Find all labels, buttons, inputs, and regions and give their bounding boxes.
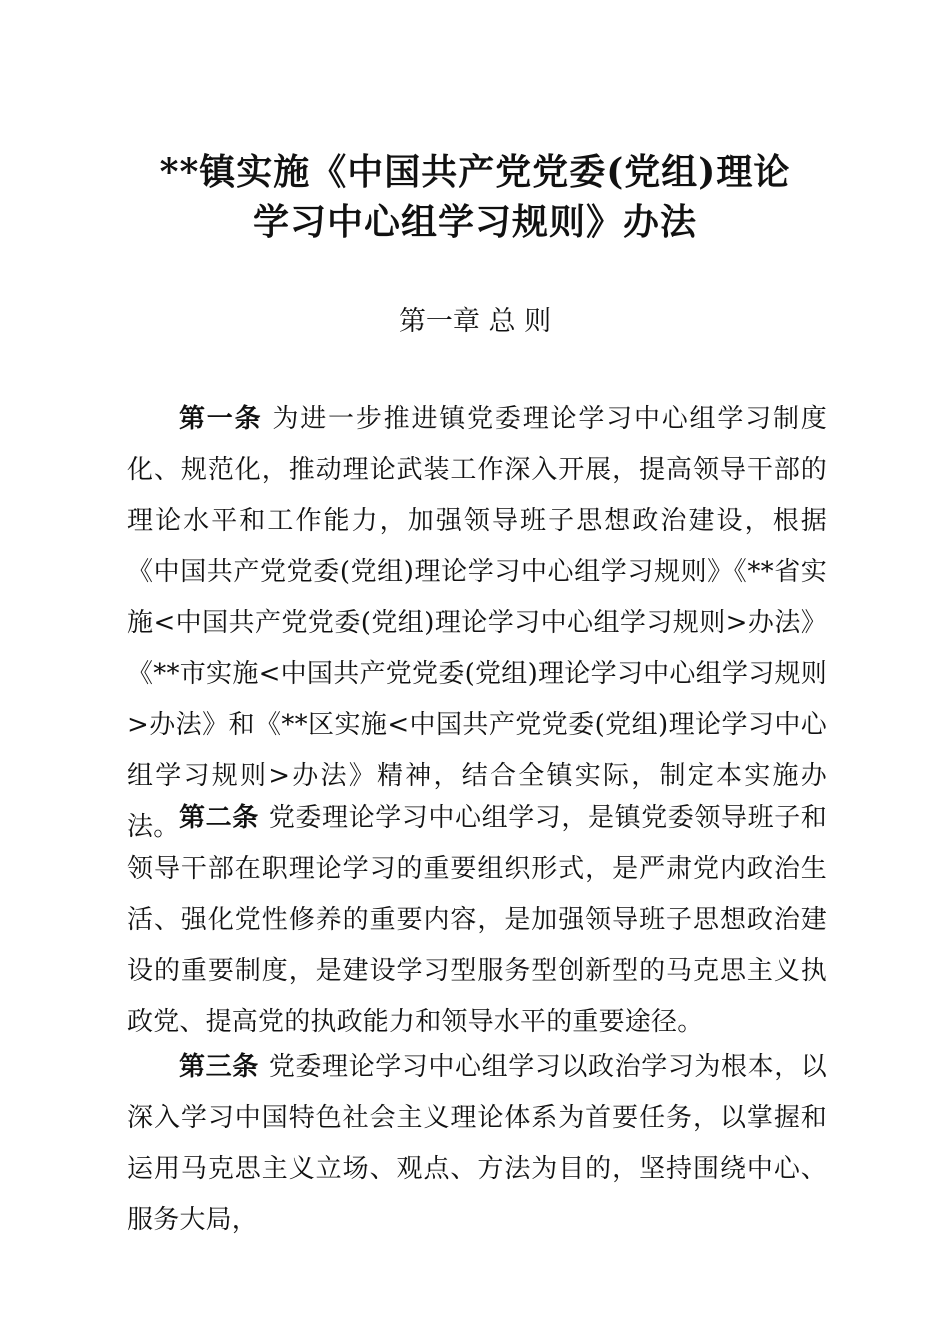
article-text-2: 党委理论学习中心组学习，是镇党委领导班子和领导干部在职理论学习的重要组织形式，是严肃党内政治生活、强化党性修养的重要内容，是加强领导班子思想政治建设的重要制度，是建设学习型服务型创新型的马克思主义执政党、提高党的执政能力和领导水平的重要途径。 xyxy=(127,803,828,1037)
article-paragraph-2 xyxy=(127,793,827,1048)
article-heading-1: 第一条 xyxy=(179,404,263,434)
article-text-1: 为进一步推进镇党委理论学习中心组学习制度化、规范化，推动理论武装工作深入开展，提高领导干部的理论水平和工作能力，加强领导班子思想政治建设，根据《中国共产党党委(党组)理论学习中心组学习规则》《**省实施<中国共产党党委(党组)理论学习中心组学习规则>办法》《**市实施<中国共产党党委(党组)理论学习中心组学习规则>办法》和《**区实施<中国共产党党委(党组)理论学习中心组学习规则>办法》精神，结合全镇实际，制定本实施办法。 xyxy=(127,404,827,842)
chapter-heading: 第一章 总 则 xyxy=(398,306,552,337)
article-heading-2: 第二条 xyxy=(179,803,259,833)
article-text-3: 党委理论学习中心组学习以政治学习为根本，以深入学习中国特色社会主义理论体系为首要任务，以掌握和运用马克思主义立场、观点、方法为目的，坚持围绕中心、服务大局， xyxy=(127,1052,828,1235)
article-heading-3: 第三条 xyxy=(179,1052,259,1082)
article-paragraph-1 xyxy=(127,394,827,853)
article-paragraph-3 xyxy=(127,1042,827,1246)
document-title-line-2: 学习中心组学习规则》办法 xyxy=(252,201,697,243)
document-title-line-1: **镇实施《中国共产党党委(党组)理论 xyxy=(159,151,791,193)
